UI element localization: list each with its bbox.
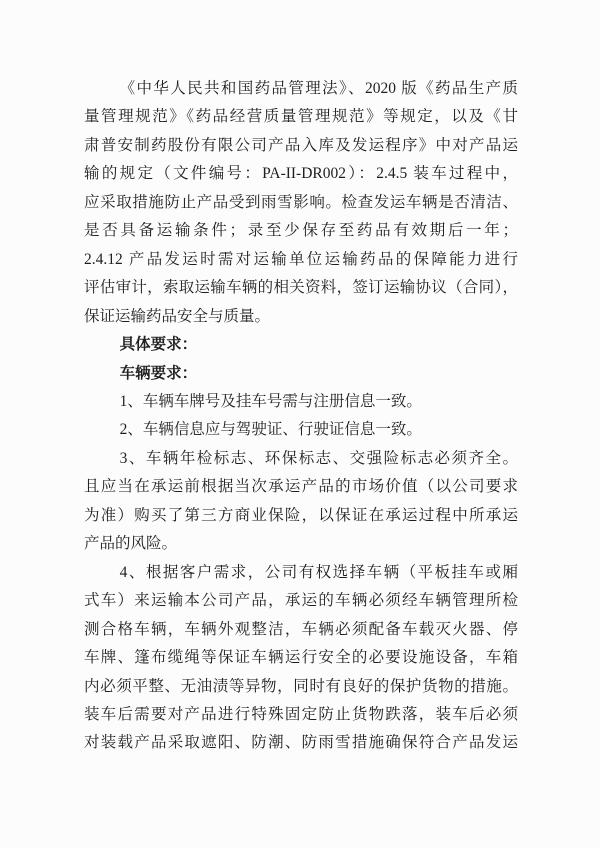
- document-text-block: [84, 75, 518, 758]
- text-line: 是否具备运输条件；录至少保存至药品有效期后一年；: [84, 222, 518, 240]
- text-line: 测合格车辆，车辆外观整洁，车辆必须配备车载灭火器、停: [84, 620, 518, 638]
- text-line: 评估审计，索取运输车辆的相关资料，签订运输协议（合同），: [84, 279, 518, 297]
- text-line: 式车）来运输本公司产品，承运的车辆必须经车辆管理所检: [84, 592, 518, 610]
- section-heading: 车辆要求：: [119, 364, 198, 382]
- text-line: 内必须平整、无油渍等异物，同时有良好的保护货物的措施。: [84, 677, 518, 695]
- text-line: 量管理规范》《药品经营质量管理规范》等规定，以及《甘: [84, 108, 518, 126]
- text-line: 产品的风险。: [84, 535, 178, 553]
- text-line: 肃普安制药股份有限公司产品入库及发运程序》中对产品运: [84, 136, 518, 154]
- text-line: 2.4.12 产品发运时需对运输单位运输药品的保障能力进行: [84, 250, 518, 268]
- section-heading: 具体要求：: [119, 336, 198, 354]
- text-line: 1、车辆车牌号及挂车号需与注册信息一致。: [119, 392, 422, 410]
- text-line: 2、车辆信息应与驾驶证、行驶证信息一致。: [119, 421, 422, 439]
- text-line: 输的规定（文件编号：PA-II-DR002）：2.4.5 装车过程中，: [84, 165, 518, 183]
- text-line: 应采取措施防止产品受到雨雪影响。检查发运车辆是否清洁、: [84, 193, 518, 211]
- text-line: 《中华人民共和国药品管理法》、2020 版《药品生产质: [119, 80, 518, 97]
- text-line: 3、车辆年检标志、环保标志、交强险标志必须齐全。: [119, 449, 518, 467]
- text-line: 装车后需要对产品进行特殊固定防止货物跌落，装车后必须: [84, 705, 518, 723]
- text-line: 车牌、篷布缆绳等保证车辆运行安全的必要设施设备，车箱: [84, 649, 518, 667]
- text-line: 为准）购买了第三方商业保险，以保证在承运过程中所承运: [84, 506, 518, 524]
- text-line: 4、根据客户需求，公司有权选择车辆（平板挂车或厢: [119, 563, 518, 581]
- text-line: 保证运输药品安全与质量。: [84, 307, 271, 325]
- text-line: 且应当在承运前根据当次承运产品的市场价值（以公司要求: [84, 478, 518, 496]
- text-line: 对装载产品采取遮阳、防潮、防雨雪措施确保符合产品发运: [84, 734, 518, 752]
